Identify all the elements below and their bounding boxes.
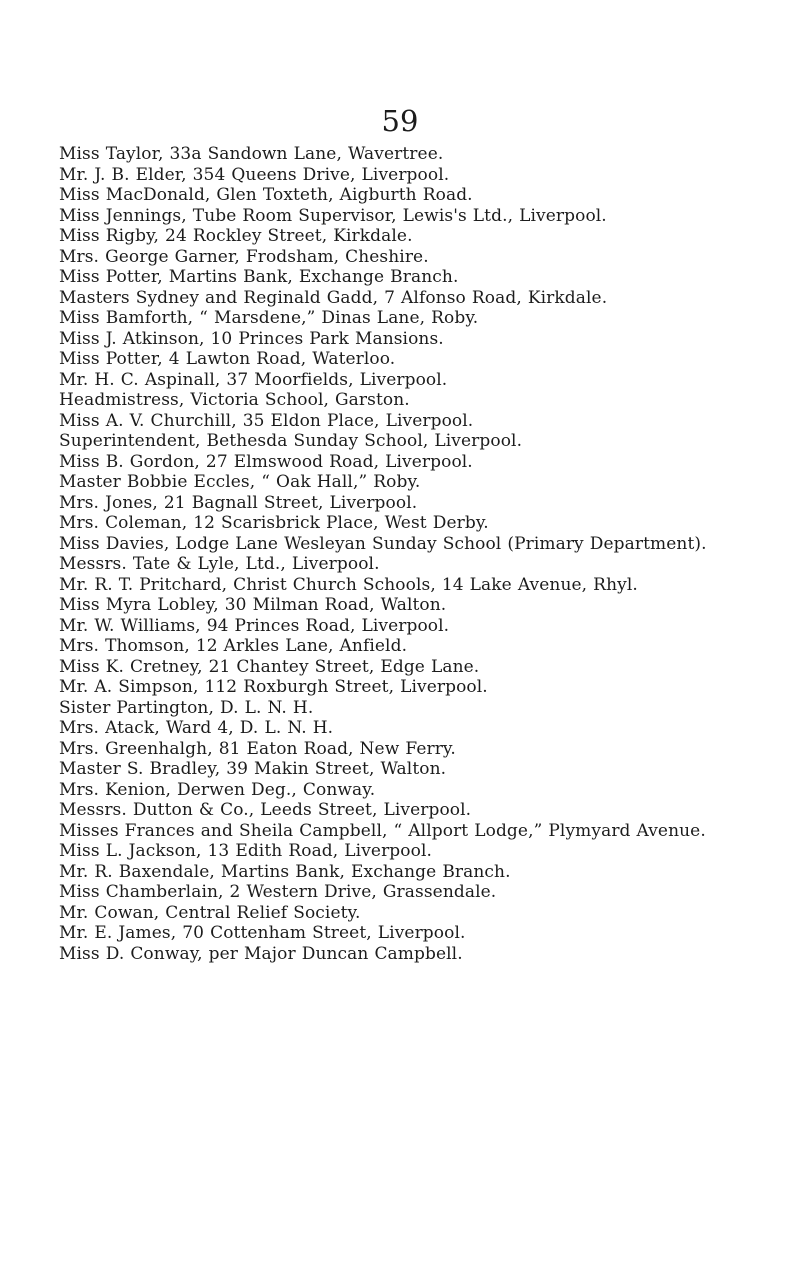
list-item: Miss Myra Lobley, 30 Milman Road, Walton. [59,595,447,615]
list-item: Mrs. Kenion, Derwen Deg., Conway. [59,779,376,800]
list-item: Miss J. Atkinson, 10 Princes Park Mansions. [59,328,444,349]
list-item: Miss Bamforth, “ Marsdene,” Dinas Lane, Roby. [59,308,479,328]
list-item: Mr. H. C. Aspinall, 37 Moorfields, Liverpool. [59,369,448,390]
list-item: Mrs. Atack, Ward 4, D. L. N. H. [59,718,334,738]
list-item: Mr. J. B. Elder, 354 Queens Drive, Liverpool. [59,164,450,185]
list-item: Miss MacDonald, Glen Toxteth, Aigburth Road. [59,185,473,205]
list-item: Miss Rigby, 24 Rockley Street, Kirkdale. [59,226,413,246]
list-item: Miss Potter, 4 Lawton Road, Waterloo. [59,349,396,369]
subscriber-list [59,144,794,964]
list-item: Mrs. George Garner, Frodsham, Cheshire. [59,246,429,267]
list-item: Messrs. Dutton & Co., Leeds Street, Liverpool. [59,800,472,820]
list-item: Mr. R. Baxendale, Martins Bank, Exchange Branch. [59,861,511,882]
list-item: Miss D. Conway, per Major Duncan Campbell. [59,943,463,964]
list-item: Mr. R. T. Pritchard, Christ Church Schools, 14 Lake Avenue, Rhyl. [59,574,638,595]
list-item: Mrs. Greenhalgh, 81 Eaton Road, New Ferry. [59,738,456,759]
list-item: Master S. Bradley, 39 Makin Street, Walton. [59,759,447,779]
list-item: Superintendent, Bethesda Sunday School, Liverpool. [59,431,523,451]
list-item: Mrs. Jones, 21 Bagnall Street, Liverpool. [59,492,418,513]
list-item: Mr. E. James, 70 Cottenham Street, Liverpool. [59,923,466,943]
list-item: Mrs. Coleman, 12 Scarisbrick Place, West Derby. [59,513,489,533]
list-item: Misses Frances and Sheila Campbell, “ Allport Lodge,” Plymyard Avenue. [59,820,706,841]
list-item: Miss Chamberlain, 2 Western Drive, Grassendale. [59,882,497,902]
list-item: Miss Jennings, Tube Room Supervisor, Lewis's Ltd., Liverpool. [59,205,607,226]
list-item: Miss K. Cretney, 21 Chantey Street, Edge Lane. [59,656,480,677]
list-item: Miss Potter, Martins Bank, Exchange Branch. [59,267,459,287]
list-item: Mr. Cowan, Central Relief Society. [59,902,361,923]
list-item: Miss L. Jackson, 13 Edith Road, Liverpool. [59,841,432,861]
list-item: Mr. W. Williams, 94 Princes Road, Liverpool. [59,615,450,636]
list-item: Miss A. V. Churchill, 35 Eldon Place, Liverpool. [59,410,474,431]
page-number: 59 [381,104,419,138]
list-item: Masters Sydney and Reginald Gadd, 7 Alfonso Road, Kirkdale. [59,287,608,308]
list-item: Miss B. Gordon, 27 Elmswood Road, Liverpool. [59,451,473,472]
list-item: Mr. A. Simpson, 112 Roxburgh Street, Liverpool. [59,677,488,697]
list-item: Master Bobbie Eccles, “ Oak Hall,” Roby. [59,472,421,492]
list-item: Miss Davies, Lodge Lane Wesleyan Sunday School (Primary Department). [59,533,707,554]
list-item: Miss Taylor, 33a Sandown Lane, Wavertree. [59,144,444,164]
list-item: Messrs. Tate & Lyle, Ltd., Liverpool. [59,554,380,574]
list-item: Mrs. Thomson, 12 Arkles Lane, Anfield. [59,636,408,656]
list-item: Sister Partington, D. L. N. H. [59,697,314,718]
list-item: Headmistress, Victoria School, Garston. [59,390,410,410]
